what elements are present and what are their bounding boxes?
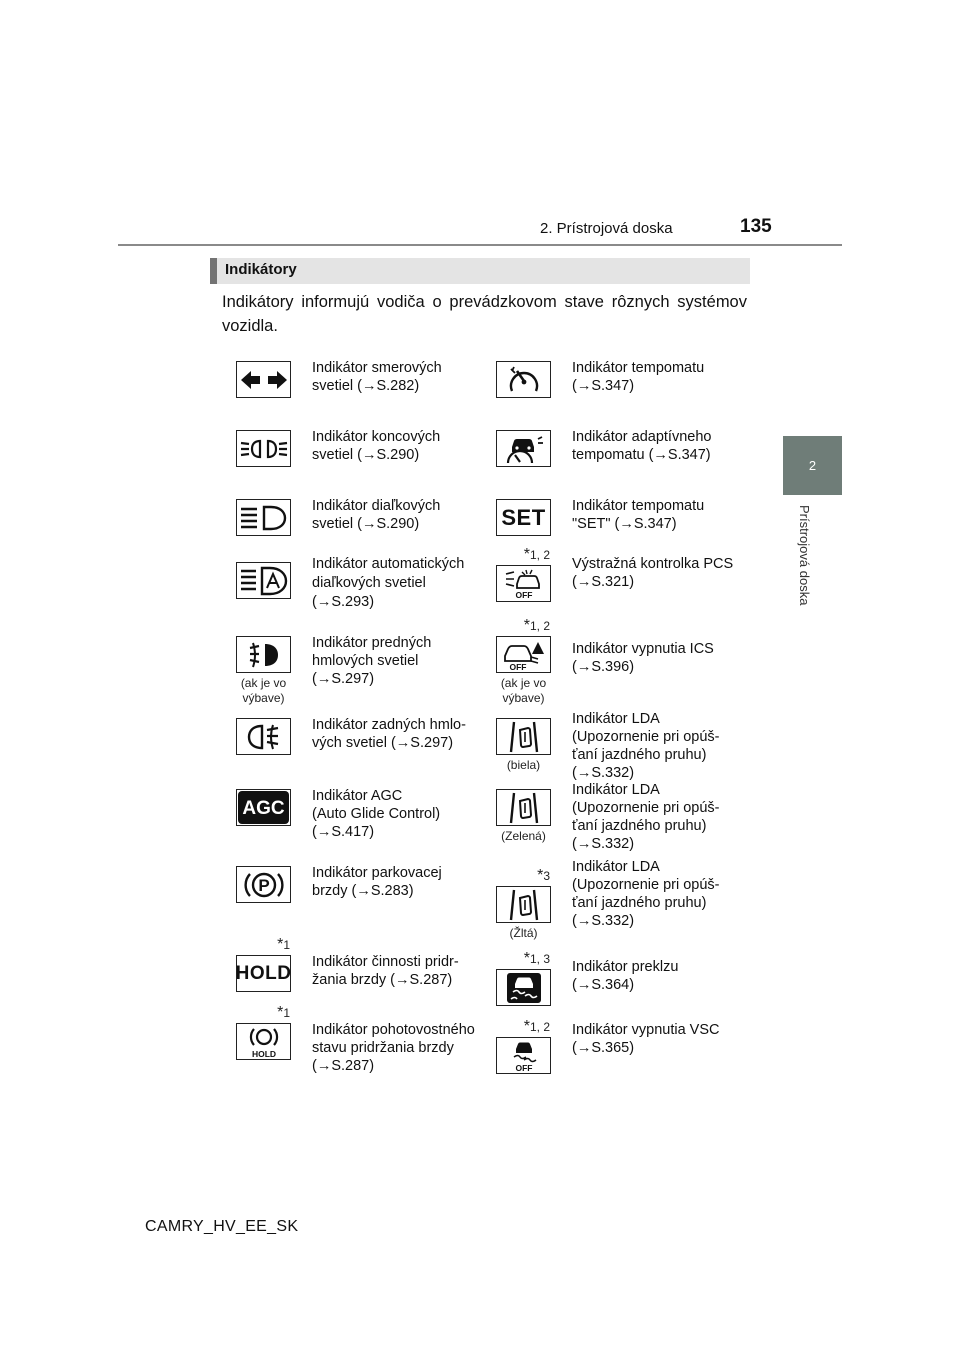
lda-icon	[508, 888, 540, 922]
turn-signal-icon	[240, 369, 288, 391]
hold-icon-label: HOLD	[235, 962, 292, 984]
rear-fog-icon-box	[236, 718, 291, 755]
rear-fog-icon	[247, 722, 281, 752]
indicator-description	[572, 428, 750, 464]
description-line: (→S.347)	[572, 378, 635, 394]
description-line: ťaní jazdného pruhu)	[572, 895, 707, 911]
indicator-description	[572, 858, 750, 930]
section-heading: Indikátory	[210, 258, 750, 284]
description-line: Indikátor LDA	[572, 711, 660, 727]
description-line: (→S.364)	[572, 977, 635, 993]
pcs-off-icon-box	[496, 565, 551, 602]
indicator-description	[572, 781, 750, 853]
description-line: svetiel (→S.290)	[312, 447, 420, 463]
description-line: (Auto Glide Control)	[312, 806, 441, 822]
availability-note-line: (Žltá)	[509, 926, 538, 940]
footnote-number: 1	[283, 938, 290, 952]
svg-text:HOLD: HOLD	[251, 1048, 276, 1059]
auto-high-beam-icon	[239, 566, 289, 596]
availability-note-line: (ak je vo	[500, 676, 547, 690]
header-rule	[118, 244, 842, 246]
cruise-control-icon-box	[496, 361, 551, 398]
hold-icon-box	[236, 955, 291, 992]
footnote-marker: *1, 2	[523, 617, 550, 634]
availability-note-line: výbave)	[242, 691, 285, 705]
description-line: (→S.332)	[572, 836, 635, 852]
availability-note	[221, 676, 306, 706]
description-line: Indikátor preklzu	[572, 959, 679, 975]
indicator-description	[312, 787, 490, 841]
description-line: Indikátor AGC	[312, 788, 403, 804]
lda-icon	[508, 720, 540, 754]
description-line: Indikátor predných	[312, 635, 432, 651]
footnote-marker: *1, 3	[523, 950, 550, 967]
set-icon	[501, 505, 545, 531]
side-tab-number: 2	[783, 436, 842, 495]
indicator-description	[312, 716, 490, 752]
description-line: (→S.396)	[572, 659, 635, 675]
vsc-off-icon-box	[496, 1037, 551, 1074]
availability-note	[481, 676, 566, 706]
description-line: Indikátor diaľkových	[312, 498, 441, 514]
ics-off-icon-box	[496, 636, 551, 673]
description-line: Indikátor tempomatu	[572, 498, 705, 514]
footnote-number: 1, 2	[529, 619, 550, 633]
description-line: Indikátor LDA	[572, 859, 660, 875]
indicator-description	[572, 555, 750, 591]
description-line: vých svetiel (→S.297)	[312, 735, 454, 751]
indicator-description	[312, 634, 490, 688]
indicator-description	[572, 958, 750, 994]
description-line: (→S.287)	[312, 1058, 375, 1074]
turn-signal-icon-box	[236, 361, 291, 398]
svg-text:OFF: OFF	[515, 589, 532, 600]
footnote-marker: *3	[537, 867, 550, 884]
availability-note-line: (ak je vo	[240, 676, 287, 690]
description-line: Indikátor smerových	[312, 360, 442, 376]
brake-hold-standby-icon-box	[236, 1023, 291, 1060]
availability-note-line: (biela)	[506, 758, 541, 772]
cruise-control-icon	[507, 365, 541, 395]
description-line: tempomatu (→S.347)	[572, 447, 711, 463]
description-line: Indikátor vypnutia VSC	[572, 1022, 720, 1038]
description-line: ťaní jazdného pruhu)	[572, 818, 707, 834]
hold-icon	[236, 963, 292, 985]
availability-note-line: výbave)	[502, 691, 545, 705]
description-line: (→S.417)	[312, 824, 375, 840]
ics-off-icon	[500, 638, 548, 672]
indicator-description	[312, 953, 490, 989]
pcs-off-icon	[502, 568, 546, 600]
lda-icon-box	[496, 789, 551, 826]
set-icon-label: SET	[501, 504, 546, 530]
description-line: Indikátor pohotovostného	[312, 1022, 475, 1038]
availability-note-line: (Zelená)	[501, 829, 546, 843]
indicator-description	[572, 359, 750, 395]
agc-icon	[237, 790, 290, 825]
description-line: Indikátor vypnutia ICS	[572, 641, 714, 657]
indicator-description	[572, 497, 750, 533]
description-line: (→S.293)	[312, 594, 375, 610]
description-line: Indikátor adaptívneho	[572, 429, 712, 445]
front-fog-icon-box	[236, 636, 291, 673]
parking-brake-icon-box	[236, 866, 291, 903]
description-line: svetiel (→S.282)	[312, 378, 420, 394]
description-line: žania brzdy (→S.287)	[312, 972, 453, 988]
description-line: svetiel (→S.290)	[312, 516, 420, 532]
description-line: (→S.332)	[572, 765, 635, 781]
footnote-marker: *1	[277, 1004, 290, 1021]
description-line: brzdy (→S.283)	[312, 883, 414, 899]
description-line: Výstražná kontrolka PCS	[572, 556, 734, 572]
slip-icon-box	[496, 969, 551, 1006]
adaptive-cruise-icon	[502, 433, 546, 465]
description-line: (→S.297)	[312, 671, 375, 687]
footnote-number: 1, 2	[529, 1020, 550, 1034]
footnote-marker: *1, 2	[523, 1018, 550, 1035]
description-line: "SET" (→S.347)	[572, 516, 677, 532]
slip-icon	[506, 972, 542, 1004]
description-line: Indikátor automatických	[312, 556, 465, 572]
brake-hold-standby-icon	[244, 1025, 284, 1059]
footnote-marker: *1	[277, 936, 290, 953]
indicator-description	[312, 864, 490, 900]
tail-lights-icon	[239, 437, 289, 461]
high-beam-icon-box	[236, 499, 291, 536]
set-icon-box	[496, 499, 551, 536]
description-line: (→S.332)	[572, 913, 635, 929]
agc-icon-box	[236, 789, 291, 826]
indicator-description	[572, 640, 750, 676]
description-line: (→S.365)	[572, 1040, 635, 1056]
side-tab-label: Prístrojová doska	[797, 505, 812, 606]
parking-brake-icon	[242, 869, 286, 901]
svg-text:AGC: AGC	[242, 798, 285, 819]
availability-note	[481, 758, 566, 773]
vsc-off-icon	[504, 1039, 544, 1073]
footnote-marker: *1, 2	[523, 546, 550, 563]
indicator-description	[572, 1021, 750, 1057]
description-line: Indikátor činnosti pridr-	[312, 954, 459, 970]
description-line: stavu pridržania brzdy	[312, 1040, 454, 1056]
description-line: Indikátor parkovacej	[312, 865, 442, 881]
availability-note	[481, 926, 566, 941]
lda-icon	[508, 791, 540, 825]
availability-note	[481, 829, 566, 844]
footnote-number: 3	[543, 869, 550, 883]
description-line: ťaní jazdného pruhu)	[572, 747, 707, 763]
front-fog-icon	[248, 640, 280, 670]
indicator-description	[312, 359, 490, 395]
indicator-description	[312, 555, 490, 612]
indicator-description	[312, 1021, 490, 1075]
document-code: CAMRY_HV_EE_SK	[145, 1218, 299, 1235]
page-number: 135	[740, 216, 772, 237]
adaptive-cruise-icon-box	[496, 430, 551, 467]
description-line: (Upozornenie pri opúš-	[572, 877, 720, 893]
indicator-description	[312, 497, 490, 533]
high-beam-icon	[239, 504, 289, 532]
intro-paragraph: Indikátory informujú vodiča o prevádzkovom stave rôznych systémov vozidla.	[222, 293, 747, 335]
indicator-description	[572, 710, 750, 782]
description-line: Indikátor koncových	[312, 429, 441, 445]
lda-icon-box	[496, 886, 551, 923]
description-line: (Upozornenie pri opúš-	[572, 729, 720, 745]
auto-high-beam-icon-box	[236, 562, 291, 599]
section-title: 2. Prístrojová doska	[540, 220, 673, 237]
description-line: (Upozornenie pri opúš-	[572, 800, 720, 816]
footnote-number: 1, 2	[529, 548, 550, 562]
tail-lights-icon-box	[236, 430, 291, 467]
description-line: hmlových svetiel	[312, 653, 419, 669]
svg-text:OFF: OFF	[515, 1062, 532, 1073]
description-line: diaľkových svetiel	[312, 575, 426, 591]
description-line: (→S.321)	[572, 574, 635, 590]
footnote-number: 1	[283, 1006, 290, 1020]
lda-icon-box	[496, 718, 551, 755]
svg-text:P: P	[257, 875, 270, 895]
svg-text:OFF: OFF	[509, 661, 526, 672]
description-line: Indikátor tempomatu	[572, 360, 705, 376]
description-line: Indikátor LDA	[572, 782, 660, 798]
footnote-number: 1, 3	[529, 952, 550, 966]
description-line: Indikátor zadných hmlo-	[312, 717, 466, 733]
indicator-description	[312, 428, 490, 464]
